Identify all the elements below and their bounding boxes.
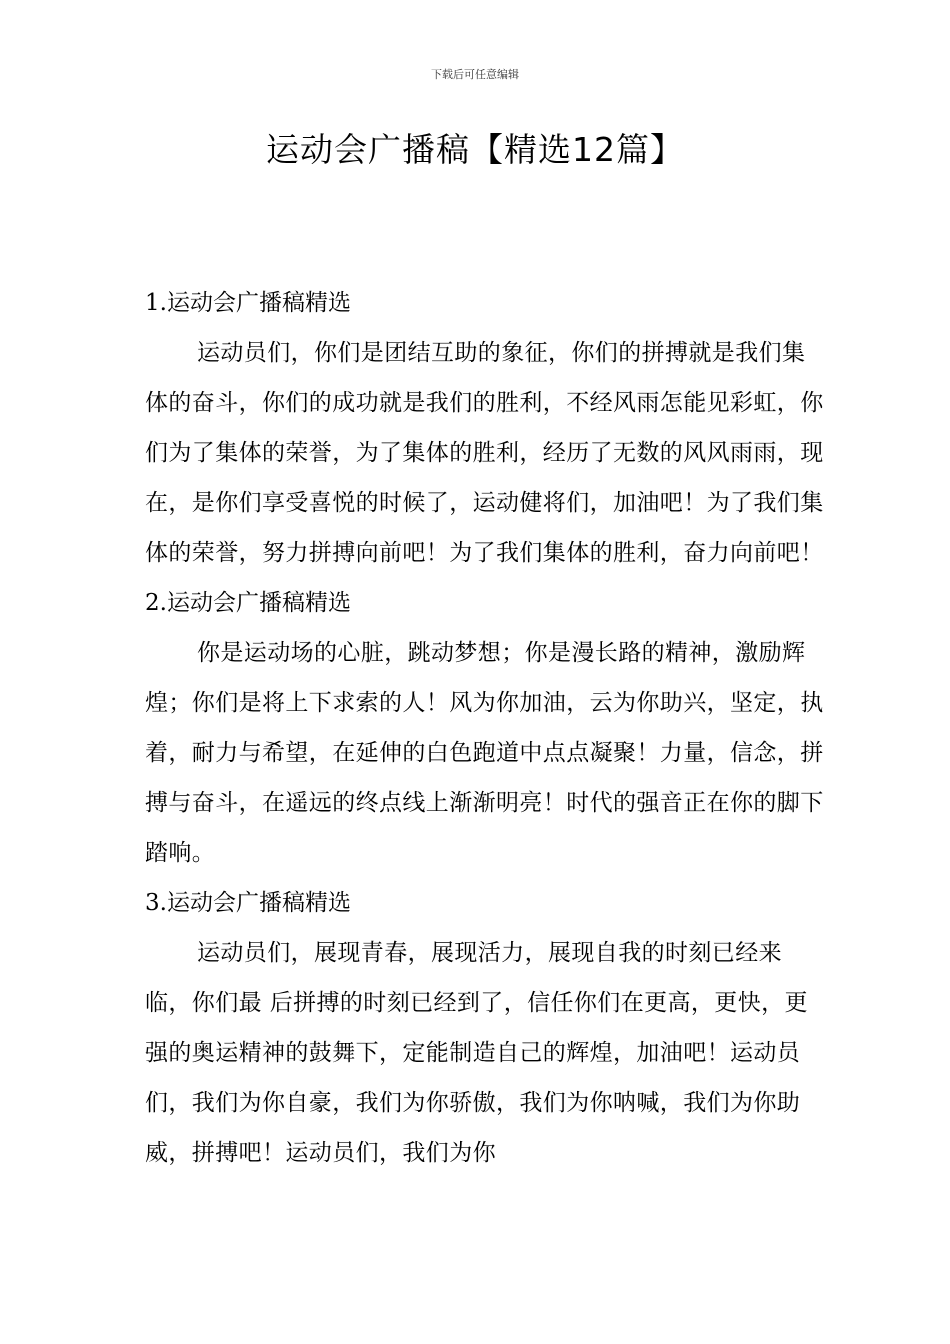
header-note: 下载后可任意编辑 (431, 68, 519, 81)
document-title: 运动会广播稿【精选12篇】 (266, 130, 684, 169)
section-heading-3: 3.运动会广播稿精选 (145, 890, 351, 916)
section-heading-1: 1.运动会广播稿精选 (145, 290, 351, 316)
section-body-3: 运动员们，展现青春，展现活力，展现自我的时刻已经来临，你们最 后拼搏的时刻已经到了，信任你们在更高，更快，更强的奥运精神的鼓舞下，定能制造自己的辉煌，加油吧！运动员们，我们为你自豪，我们为你骄傲，我们为你呐喊，我们为你助威，拼搏吧！运动员们，我们为你 (145, 940, 808, 1166)
document-content (145, 278, 825, 1178)
section-heading-2: 2.运动会广播稿精选 (145, 590, 351, 616)
section-body-1: 运动员们，你们是团结互助的象征，你们的拼搏就是我们集体的奋斗，你们的成功就是我们的胜利，不经风雨怎能见彩虹，你们为了集体的荣誉，为了集体的胜利，经历了无数的风风雨雨，现在，是你们享受喜悦的时候了，运动健将们，加油吧！为了我们集体的荣誉，努力拼搏向前吧！为了我们集体的胜利，奋力向前吧！ (145, 340, 824, 566)
section-body-2: 你是运动场的心脏，跳动梦想；你是漫长路的精神，激励辉煌；你们是将上下求索的人！风为你加油，云为你助兴，坚定，执着，耐力与希望，在延伸的白色跑道中点点凝聚！力量，信念，拼搏与奋斗，在遥远的终点线上渐渐明亮！时代的强音正在你的脚下踏响。 (145, 640, 824, 866)
